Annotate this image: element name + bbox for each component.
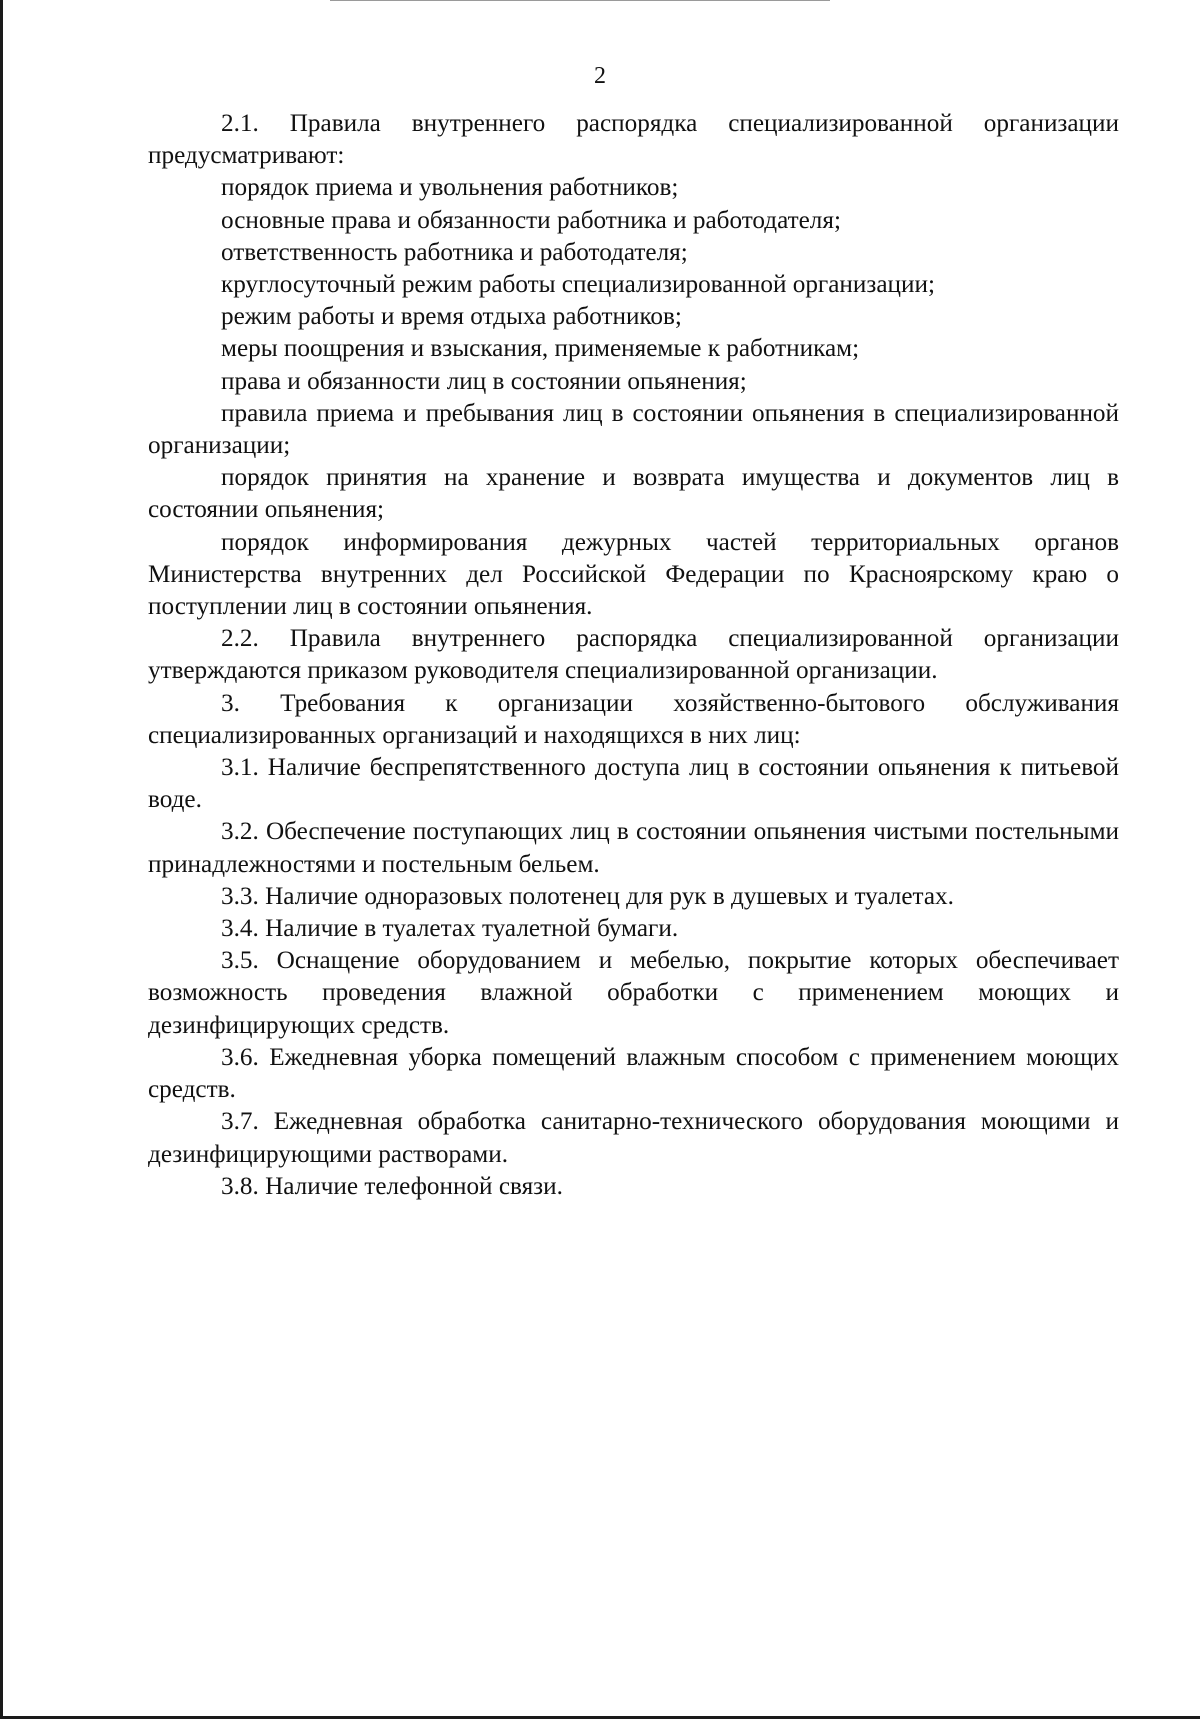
- paragraph-3-2: 3.2. Обеспечение поступающих лиц в состоянии опьянения чистыми постельными принадлежностями и постельным бельем.: [148, 818, 1119, 878]
- list-item-rewards-penalties: меры поощрения и взыскания, применяемые к работникам;: [221, 335, 860, 363]
- paragraph-3-1: 3.1. Наличие беспрепятственного доступа лиц в состоянии опьянения к питьевой воде.: [148, 754, 1119, 814]
- paragraph-3-6: 3.6. Ежедневная уборка помещений влажным способом с применением моющих средств.: [148, 1043, 1119, 1104]
- paragraph-3: 3. Требования к организации хозяйственно-бытового обслуживания специализированных организаций и находящихся в них лиц:: [148, 689, 1119, 749]
- paragraph-2-1: 2.1. Правила внутреннего распорядка специализированной организации предусматривают:: [148, 110, 1119, 170]
- list-item-property-storage: порядок принятия на хранение и возврата имущества и документов лиц в состоянии опьянения;: [148, 464, 1119, 524]
- list-item-round-the-clock: круглосуточный режим работы специализированной организации;: [221, 271, 935, 299]
- paragraph-2-2: 2.2. Правила внутреннего распорядка специализированной организации утверждаются приказом руководителя специализированной организации.: [148, 625, 1119, 685]
- scan-left-border: [0, 0, 3, 1719]
- paragraph-3-5: 3.5. Оснащение оборудованием и мебелью, покрытие которых обеспечивает возможность проведения влажной обработки с применением моющих и дезинфицирующих средств.: [148, 947, 1119, 1039]
- paragraph-3-4: 3.4. Наличие в туалетах туалетной бумаги.: [221, 915, 679, 943]
- list-item-intoxicated-rights: права и обязанности лиц в состоянии опьянения;: [221, 367, 747, 395]
- list-item-admission-rules: правила приема и пребывания лиц в состоянии опьянения в специализированной организации;: [148, 399, 1119, 460]
- list-item-police-notification: порядок информирования дежурных частей территориальных органов Министерства внутренних дел Российской Федерации по Красноярскому краю о поступлении лиц в состоянии опьянения.: [148, 528, 1119, 621]
- paragraph-3-8: 3.8. Наличие телефонной связи.: [221, 1172, 563, 1200]
- document-body: [148, 108, 1119, 1203]
- paragraph-3-7: 3.7. Ежедневная обработка санитарно-технического оборудования моющими и дезинфицирующими растворами.: [148, 1108, 1119, 1168]
- page-number: 2: [594, 63, 606, 89]
- list-item-work-rest: режим работы и время отдыха работников;: [221, 303, 682, 331]
- paragraph-3-3: 3.3. Наличие одноразовых полотенец для рук в душевых и туалетах.: [221, 882, 954, 910]
- list-item-hiring: порядок приема и увольнения работников;: [221, 174, 679, 202]
- scan-top-line: [330, 0, 830, 1]
- list-item-rights-duties: основные права и обязанности работника и работодателя;: [221, 206, 841, 234]
- list-item-responsibility: ответственность работника и работодателя;: [221, 238, 688, 266]
